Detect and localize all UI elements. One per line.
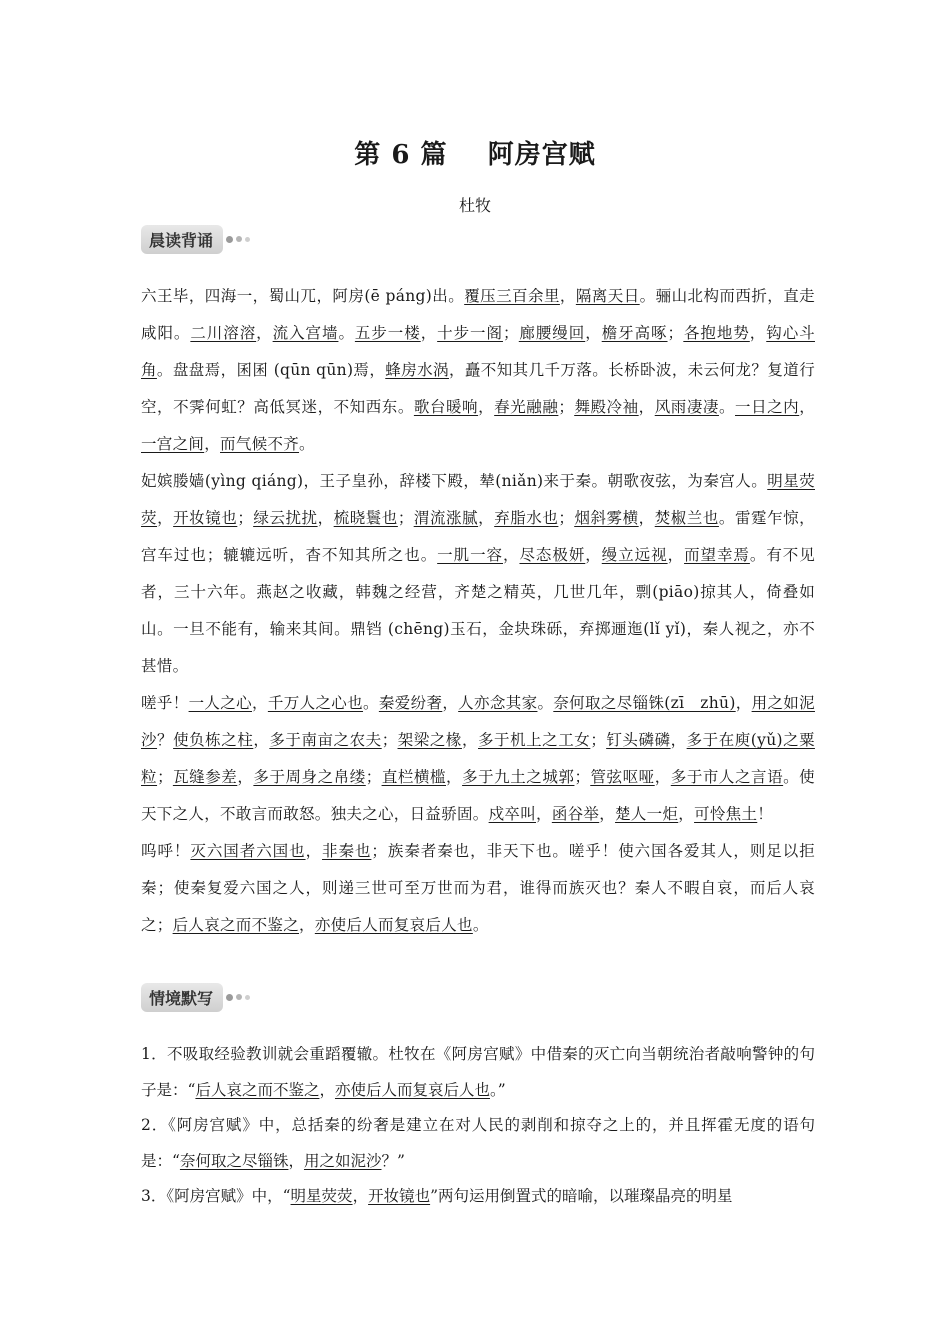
underlined-answer: 灭六国者六国也: [190, 842, 306, 860]
text-segment: ，: [157, 509, 174, 527]
section-header-recite: [141, 225, 250, 253]
underlined-answer: 绿云扰扰: [253, 509, 318, 527]
underlined-answer: 明星荧荧: [290, 1187, 353, 1205]
text-segment: 六王毕，四海一，蜀山兀，阿房(ē páng)出。: [141, 287, 465, 305]
underlined-answer: 可怜焦土: [694, 805, 758, 823]
underlined-answer: 舞殿冷袖: [574, 398, 639, 416]
paragraph: [141, 833, 815, 944]
text-segment: 。有不见者，三十六年。燕赵之收藏，韩魏之经营，齐楚之精英，几世几年，剽(piāo)掠其人，倚叠如山。一旦不能有，输来其间。鼎铛 (chēng)玉石，金块珠砾，弃掷逦迤(lǐ yǐ)，秦人视之，亦不甚惜。: [141, 546, 816, 675]
text-segment: 。: [338, 324, 355, 342]
text-segment: ，: [204, 435, 221, 453]
underlined-answer: 多于南亩之农夫: [269, 731, 382, 749]
underlined-answer: 梳晓鬟也: [333, 509, 398, 527]
text-segment: 。: [299, 435, 315, 453]
text-segment: 嗟乎！: [141, 694, 189, 712]
underlined-answer: 十步一阁: [437, 324, 503, 342]
section-header-dictation: [141, 983, 250, 1011]
decorative-dots-icon: [226, 994, 250, 1001]
underlined-answer: 覆压三百余里: [464, 287, 560, 305]
text-segment: ，: [585, 324, 602, 342]
text-segment: ”两句运用倒置式的暗喻，以璀璨晶亮的明星: [430, 1187, 733, 1205]
text-segment: 1．不吸取经验教训就会重蹈覆辙。杜牧在《阿房宫赋》中借秦的灭亡向当朝统治者敲响警钟的句子是：“: [141, 1045, 815, 1099]
underlined-answer: 管弦呕哑: [590, 768, 655, 786]
underlined-answer: 开妆镜也: [368, 1187, 431, 1205]
underlined-answer: 五步一楼: [354, 324, 421, 342]
text-segment: ，: [319, 1080, 335, 1099]
underlined-answer: 人亦念其家: [458, 694, 538, 712]
text-segment: ，: [670, 731, 687, 749]
underlined-answer: 钩心斗角: [141, 324, 815, 379]
underlined-answer: 函谷举: [551, 805, 600, 823]
paragraph: [141, 463, 815, 685]
text-segment: ；: [502, 324, 519, 342]
text-segment: ，: [288, 1151, 304, 1170]
underlined-answer: 蜂房水涡: [385, 361, 449, 379]
text-segment: ，: [299, 916, 315, 934]
text-segment: ，: [237, 768, 254, 786]
text-segment: ，: [305, 842, 323, 860]
underlined-answer: 烟斜雾横: [574, 509, 639, 527]
underlined-answer: 亦使后人而复哀后人也: [314, 916, 473, 934]
text-segment: ；: [397, 509, 414, 527]
underlined-answer: 尽态极妍: [519, 546, 586, 564]
text-segment: ；族秦者秦也，非天下也。嗟乎！使六国各爱其人，则足以拒秦；使秦复爱六国之人，则递三世可至万世而为君，谁得而族灭也？秦人不暇自哀，而后人哀之；: [141, 842, 816, 934]
text-segment: ，: [256, 324, 273, 342]
question-item: [141, 1108, 815, 1179]
underlined-answer: 多于市人之言语: [670, 768, 784, 786]
underlined-answer: 一人之心: [188, 694, 253, 712]
text-segment: ；: [381, 731, 398, 749]
underlined-answer: 焚椒兰也: [654, 509, 719, 527]
underlined-answer: 多于周身之帛缕: [253, 768, 366, 786]
underlined-answer: 而望幸焉: [684, 546, 750, 564]
text-segment: ，: [352, 1187, 369, 1205]
underlined-answer: 各抱地势: [683, 324, 750, 342]
text-segment: ！: [757, 805, 774, 823]
text-segment: 妃嫔媵嫱(yìng qiáng)，王子皇孙，辞楼下殿，辇(niǎn)来于秦。朝歌夜弦，为秦宫人。: [141, 472, 768, 490]
text-segment: ，: [536, 805, 552, 823]
underlined-answer: 多于九土之城郭: [462, 768, 575, 786]
text-segment: ；: [157, 768, 173, 786]
text-segment: ，: [678, 805, 695, 823]
text-segment: ，: [442, 694, 459, 712]
recite-text: [141, 278, 815, 944]
text-segment: ，: [503, 546, 520, 564]
underlined-answer: 开妆镜也: [173, 509, 238, 527]
text-segment: ，: [317, 509, 334, 527]
text-segment: ，: [599, 805, 616, 823]
text-segment: ，: [252, 694, 268, 712]
text-segment: 。”: [489, 1080, 506, 1099]
text-segment: 呜呼！: [141, 842, 191, 860]
paragraph: [141, 278, 815, 463]
text-segment: ，: [654, 768, 671, 786]
text-segment: ，: [478, 509, 495, 527]
text-segment: ；: [558, 398, 575, 416]
author-name: 杜牧: [458, 196, 491, 215]
text-segment: 。: [472, 916, 489, 934]
underlined-answer: 檐牙高啄: [601, 324, 668, 342]
underlined-answer: 一宫之间: [141, 435, 205, 453]
text-segment: ；: [574, 768, 591, 786]
underlined-answer: 后人哀之而不鉴之: [172, 916, 300, 934]
underlined-answer: 秦爱纷奢: [378, 694, 443, 712]
text-segment: ？: [157, 731, 174, 749]
underlined-answer: 春光融融: [494, 398, 559, 416]
underlined-answer: 用之如泥沙: [303, 1151, 382, 1170]
text-segment: 。骊山北构而西折，直走咸阳。: [141, 287, 815, 342]
section-label: 晨读背诵: [141, 225, 223, 254]
underlined-answer: 架梁之椽: [397, 731, 462, 749]
underlined-answer: 非秦也: [322, 842, 372, 860]
text-segment: 3．《阿房宫赋》中，“: [141, 1187, 291, 1205]
underlined-answer: 用之如泥沙: [141, 694, 815, 749]
decorative-dots-icon: [226, 236, 250, 243]
underlined-answer: 歌台暖响: [413, 398, 479, 416]
underlined-answer: 多于机上之工女: [478, 731, 591, 749]
question-item: [141, 1179, 815, 1215]
text-segment: ；: [558, 509, 575, 527]
text-segment: 。: [363, 694, 379, 712]
underlined-answer: 多于在庾(yǔ)之粟粒: [141, 731, 815, 786]
text-segment: 。: [537, 694, 554, 712]
text-segment: ，: [735, 694, 752, 712]
page-title: 第 6 篇 阿房宫赋: [354, 140, 596, 170]
underlined-answer: 一肌一容: [437, 546, 503, 564]
underlined-answer: 隔离天日: [575, 287, 640, 305]
underlined-answer: 一日之内: [735, 398, 800, 416]
text-segment: 。盘盘焉，囷囷 (qūn qūn)焉，: [156, 361, 386, 379]
text-segment: 2．《阿房宫赋》中，总括秦的纷奢是建立在对人民的剥削和掠夺之上的，并且挥霍无度的语句是：“: [141, 1116, 815, 1170]
text-segment: ，: [585, 546, 602, 564]
underlined-answer: 瓦缝参差: [172, 768, 238, 786]
text-segment: 。: [718, 398, 736, 416]
underlined-answer: 钉头磷磷: [606, 731, 671, 749]
underlined-answer: 使负栋之柱: [173, 731, 254, 749]
underlined-answer: 楚人一炬: [615, 805, 679, 823]
question-item: [141, 1037, 815, 1108]
text-segment: ，: [461, 731, 478, 749]
underlined-answer: 缦立远视: [601, 546, 668, 564]
text-segment: ，: [667, 546, 685, 564]
text-segment: ；: [365, 768, 382, 786]
underlined-answer: 渭流涨腻: [413, 509, 479, 527]
underlined-answer: 风雨凄凄: [654, 398, 719, 416]
underlined-answer: 戍卒叫: [488, 805, 537, 823]
text-segment: ，矗不知其几千万落。长桥卧波，未云何龙？复道行空，不霁何虹？高低冥迷，不知西东。: [141, 361, 815, 416]
underlined-answer: 而气候不齐: [220, 435, 300, 453]
underlined-answer: 千万人之心也: [267, 694, 364, 712]
underlined-answer: 后人哀之而不鉴之: [195, 1080, 320, 1099]
underlined-answer: 亦使后人而复哀后人也: [334, 1080, 490, 1099]
text-segment: ？”: [381, 1151, 405, 1170]
text-segment: ；: [667, 324, 684, 342]
text-segment: ，: [253, 731, 270, 749]
text-segment: 。雷霆乍惊，宫车过也；辘辘远听，杳不知其所之也。: [141, 509, 815, 564]
section-label: 情境默写: [141, 983, 223, 1012]
underlined-answer: 直栏横槛: [381, 768, 447, 786]
text-segment: ，: [799, 398, 816, 416]
underlined-answer: 流入宫墙: [272, 324, 339, 342]
text-segment: ；: [237, 509, 254, 527]
text-segment: ；: [590, 731, 607, 749]
underlined-answer: 弃脂水也: [494, 509, 559, 527]
text-segment: ，: [559, 287, 576, 305]
text-segment: ，: [478, 398, 495, 416]
text-segment: ，: [638, 398, 655, 416]
text-segment: ，: [420, 324, 438, 342]
text-segment: ，: [749, 324, 767, 342]
underlined-answer: 二川溶溶: [190, 324, 257, 342]
dictation-questions: [141, 1037, 815, 1215]
text-segment: ，: [638, 509, 655, 527]
underlined-answer: 奈何取之尽锱铢(zī zhū): [553, 694, 736, 712]
text-segment: 。使天下之人，不敢言而敢怒。独夫之心，日益骄固。: [141, 768, 815, 823]
paragraph: [141, 685, 815, 833]
text-segment: ，: [446, 768, 463, 786]
underlined-answer: 明星荧荧: [141, 472, 815, 527]
underlined-answer: 奈何取之尽锱铢: [179, 1151, 289, 1170]
underlined-answer: 廊腰缦回: [518, 324, 586, 342]
